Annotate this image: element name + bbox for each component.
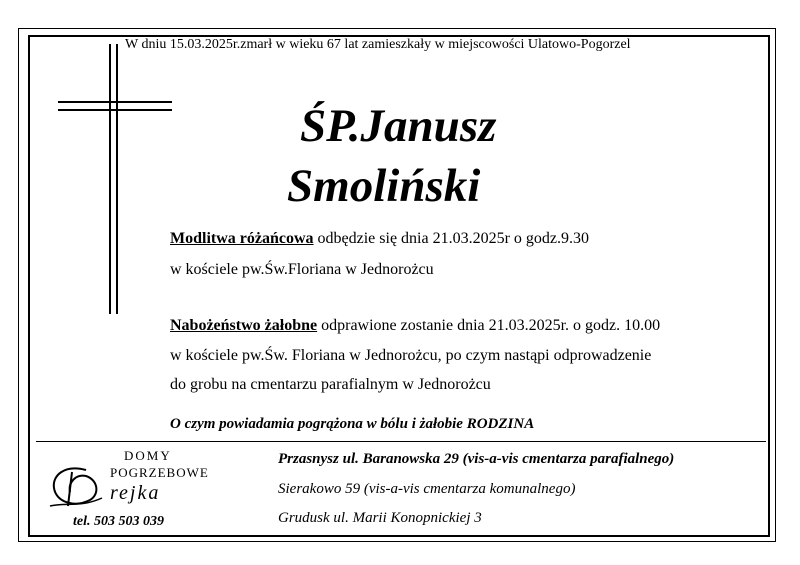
- rosary-line2: w kościele pw.Św.Floriana w Jednorożcu: [170, 261, 434, 278]
- funeral-details: odprawione zostanie dnia 21.03.2025r. o godz. 10.00: [317, 317, 661, 334]
- company-phone: tel. 503 503 039: [73, 514, 164, 529]
- address-grudusk: Grudusk ul. Marii Konopnickiej 3: [278, 510, 482, 526]
- cross-icon: [58, 44, 172, 314]
- funeral-line3: do grobu na cmentarzu parafialnym w Jednorożcu: [170, 376, 491, 393]
- footer-divider: [36, 441, 766, 442]
- rosary-details: odbędzie się dnia 21.03.2025r o godz.9.30: [313, 230, 590, 247]
- deceased-name-line1: ŚP.Janusz: [300, 100, 497, 152]
- rosary-line1: [170, 231, 589, 247]
- funeral-label: Nabożeństwo żałobne: [170, 317, 318, 334]
- funeral-line1: [170, 318, 660, 334]
- address-przasnysz: Przasnysz ul. Baranowska 29 (vis-a-vis cmentarza parafialnego): [278, 451, 675, 467]
- logo-pogrzebowe: POGRZEBOWE: [110, 465, 209, 480]
- rosary-label: Modlitwa różańcowa: [170, 230, 314, 247]
- logo-emblem-icon: [46, 462, 104, 512]
- deceased-name-line2: Smoliński: [287, 160, 481, 212]
- company-logo: [40, 448, 220, 532]
- death-notice-header: W dniu 15.03.2025r.zmarł w wieku 67 lat zamieszkały w miejscowości Ulatowo-Pogorzel: [125, 37, 631, 52]
- address-sierakowo: Sierakowo 59 (vis-a-vis cmentarza komunalnego): [278, 481, 576, 497]
- closing-statement: O czym powiadamia pogrążona w bólu i żałobie RODZINA: [170, 416, 535, 432]
- logo-domy: DOMY: [124, 448, 172, 463]
- logo-drejka: rejka: [110, 482, 161, 504]
- funeral-line2: w kościele pw.Św. Floriana w Jednorożcu, po czym nastąpi odprowadzenie: [170, 347, 652, 364]
